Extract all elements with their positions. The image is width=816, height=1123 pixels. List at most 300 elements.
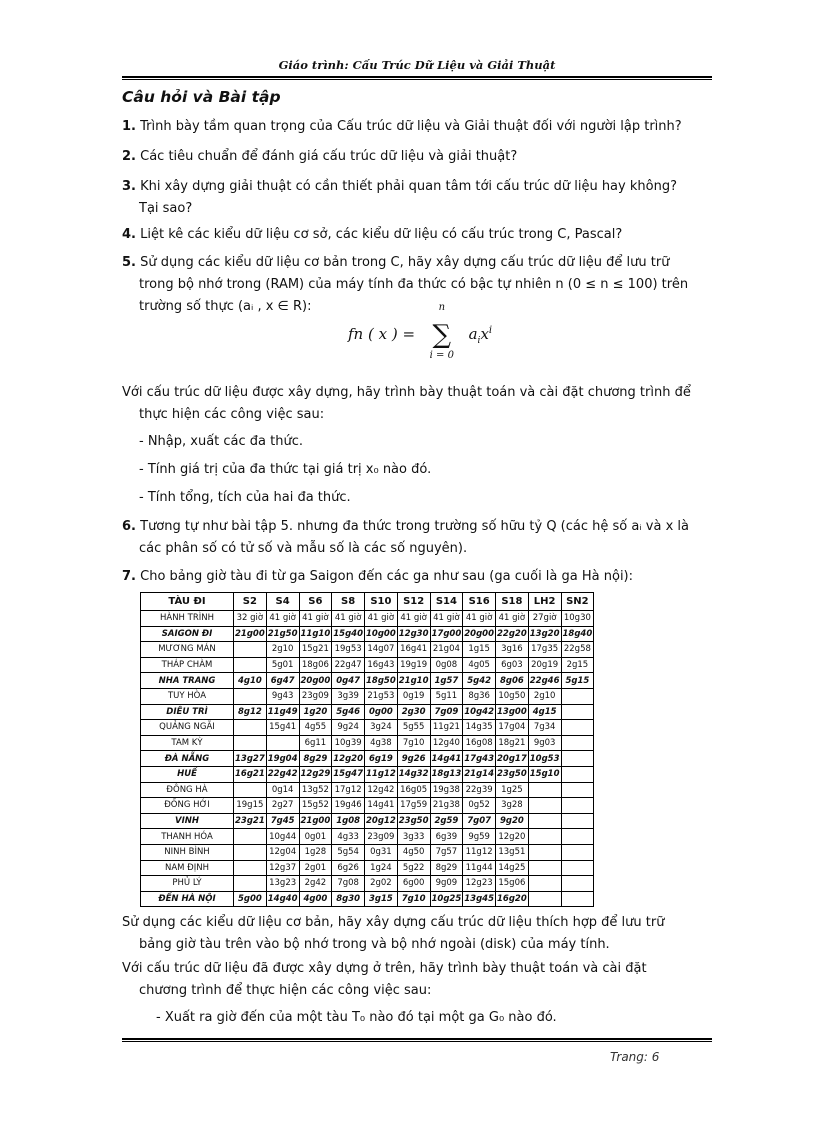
table-cell: 13g45 — [463, 891, 496, 907]
table-cell — [528, 798, 561, 814]
table-cell: 12g04 — [266, 844, 299, 860]
table-cell: 16g43 — [365, 657, 398, 673]
station-name: THÁP CHÀM — [141, 657, 234, 673]
table-cell: 1g24 — [365, 860, 398, 876]
table-cell: 0g01 — [299, 829, 332, 845]
table-cell: 21g50 — [266, 626, 299, 642]
q7-algorithm-instructions — [122, 958, 712, 1002]
table-cell: 4g33 — [332, 829, 365, 845]
table-cell: 4g55 — [299, 720, 332, 736]
table-cell: 0g14 — [266, 782, 299, 798]
table-cell: 5g46 — [332, 704, 365, 720]
table-cell: 13g27 — [234, 751, 267, 767]
table-cell: 20g19 — [528, 657, 561, 673]
table-cell: 15g40 — [332, 626, 365, 642]
column-header: S6 — [299, 593, 332, 611]
table-cell — [561, 798, 594, 814]
table-cell: 15g41 — [266, 720, 299, 736]
table-cell: 14g32 — [397, 766, 430, 782]
table-cell: 12g37 — [266, 860, 299, 876]
table-cell: 23g50 — [397, 813, 430, 829]
table-cell: 5g11 — [430, 688, 463, 704]
table-cell: 19g15 — [234, 798, 267, 814]
para-line: thực hiện các công việc sau: — [139, 407, 325, 422]
table-row — [141, 860, 594, 876]
table-cell: 5g42 — [463, 673, 496, 689]
table-cell: 16g08 — [463, 735, 496, 751]
station-name: NINH BÌNH — [141, 844, 234, 860]
table-cell: 4g38 — [365, 735, 398, 751]
table-row — [141, 642, 594, 658]
table-cell: 1g20 — [299, 704, 332, 720]
table-cell: 10g50 — [496, 688, 529, 704]
table-cell: 21g00 — [234, 626, 267, 642]
table-cell: 10g44 — [266, 829, 299, 845]
question-text: Tương tự như bài tập 5. nhưng đa thức trong trường số hữu tỷ Q (các hệ số aᵢ và x là — [140, 519, 689, 534]
table-cell: 41 giờ — [496, 611, 529, 627]
column-header: TÀU ĐI — [141, 593, 234, 611]
table-cell: 2g30 — [397, 704, 430, 720]
table-cell: 17g59 — [397, 798, 430, 814]
table-cell — [528, 891, 561, 907]
table-cell: 13g51 — [496, 844, 529, 860]
table-cell — [234, 829, 267, 845]
coef: a — [468, 325, 478, 343]
table-cell: 2g10 — [528, 688, 561, 704]
table-cell: 3g28 — [496, 798, 529, 814]
table-cell — [561, 844, 594, 860]
station-name: THANH HÓA — [141, 829, 234, 845]
table-cell — [234, 876, 267, 892]
table-cell: 14g25 — [496, 860, 529, 876]
table-cell — [528, 813, 561, 829]
table-cell: 3g39 — [332, 688, 365, 704]
table-cell: 20g12 — [365, 813, 398, 829]
table-cell: 0g31 — [365, 844, 398, 860]
page-header: Giáo trình: Cấu Trúc Dữ Liệu và Giải Thuật — [278, 58, 556, 72]
table-cell: 19g04 — [266, 751, 299, 767]
table-cell — [234, 720, 267, 736]
table-cell — [561, 766, 594, 782]
table-cell: 5g55 — [397, 720, 430, 736]
var-x: x — [480, 325, 489, 343]
table-cell: 1g08 — [332, 813, 365, 829]
para-line: Với cấu trúc dữ liệu được xây dựng, hãy trình bày thuật toán và cài đặt chương trình để — [122, 385, 691, 400]
table-cell — [266, 735, 299, 751]
table-cell: 12g23 — [463, 876, 496, 892]
question-2 — [122, 146, 712, 168]
table-cell: 41 giờ — [266, 611, 299, 627]
table-cell: 18g13 — [430, 766, 463, 782]
sum-lower: i = 0 — [429, 350, 454, 361]
table-cell: 12g40 — [430, 735, 463, 751]
station-name: HÀNH TRÌNH — [141, 611, 234, 627]
table-cell: 14g41 — [365, 798, 398, 814]
table-cell — [234, 844, 267, 860]
table-row — [141, 688, 594, 704]
table-cell: 10g53 — [528, 751, 561, 767]
table-cell: 11g12 — [463, 844, 496, 860]
table-cell: 9g26 — [397, 751, 430, 767]
table-cell — [561, 813, 594, 829]
table-row — [141, 766, 594, 782]
column-header: S18 — [496, 593, 529, 611]
table-cell: 2g01 — [299, 860, 332, 876]
table-cell: 13g52 — [299, 782, 332, 798]
table-row — [141, 720, 594, 736]
column-header: S10 — [365, 593, 398, 611]
table-cell: 10g30 — [561, 611, 594, 627]
table-cell: 12g42 — [365, 782, 398, 798]
table-cell — [528, 876, 561, 892]
bullet-item: - Xuất ra giờ đến của một tàu T₀ nào đó tại một ga G₀ nào đó. — [156, 1010, 557, 1025]
header-rule — [122, 76, 712, 80]
table-cell: 10g00 — [365, 626, 398, 642]
table-cell: 3g33 — [397, 829, 430, 845]
q5-instructions — [122, 382, 712, 426]
table-cell: 7g07 — [463, 813, 496, 829]
q7-storage-instructions — [122, 912, 712, 956]
table-cell: 9g59 — [463, 829, 496, 845]
table-cell: 41 giờ — [299, 611, 332, 627]
question-number: 7. — [122, 569, 136, 584]
table-cell: 5g01 — [266, 657, 299, 673]
bullet-item: - Tính giá trị của đa thức tại giá trị x₀ nào đó. — [139, 462, 432, 477]
para-line: chương trình để thực hiện các công việc sau: — [139, 983, 432, 998]
table-cell: 9g43 — [266, 688, 299, 704]
table-cell: 5g54 — [332, 844, 365, 860]
table-cell: 3g16 — [496, 642, 529, 658]
table-cell: 0g47 — [332, 673, 365, 689]
table-cell: 7g10 — [397, 891, 430, 907]
column-header: S14 — [430, 593, 463, 611]
table-cell: 1g15 — [463, 642, 496, 658]
table-cell: 2g15 — [561, 657, 594, 673]
column-header: S8 — [332, 593, 365, 611]
formula-lhs: fn ( x ) = — [348, 325, 416, 343]
table-cell: 27giờ — [528, 611, 561, 627]
table-cell: 0g08 — [430, 657, 463, 673]
column-header: S2 — [234, 593, 267, 611]
table-cell: 2g02 — [365, 876, 398, 892]
table-cell: 15g52 — [299, 798, 332, 814]
table-cell: 1g57 — [430, 673, 463, 689]
table-cell: 14g41 — [430, 751, 463, 767]
table-cell: 5g22 — [397, 860, 430, 876]
table-cell: 6g11 — [299, 735, 332, 751]
station-name: VINH — [141, 813, 234, 829]
question-text-cont: Tại sao? — [139, 201, 193, 216]
table-cell: 7g10 — [397, 735, 430, 751]
station-name: ĐẾN HÀ NỘI — [141, 891, 234, 907]
table-cell: 15g47 — [332, 766, 365, 782]
table-cell: 3g24 — [365, 720, 398, 736]
table-cell: 8g29 — [430, 860, 463, 876]
coef-sub: i — [477, 336, 481, 346]
table-cell: 8g30 — [332, 891, 365, 907]
question-4 — [122, 224, 712, 246]
table-cell — [561, 704, 594, 720]
table-cell — [528, 829, 561, 845]
table-cell: 10g25 — [430, 891, 463, 907]
question-number: 4. — [122, 227, 136, 242]
table-row — [141, 657, 594, 673]
bullet-item: - Tính tổng, tích của hai đa thức. — [139, 490, 351, 505]
table-cell: 32 giờ — [234, 611, 267, 627]
table-cell: 18g21 — [496, 735, 529, 751]
table-cell: 13g20 — [528, 626, 561, 642]
table-cell: 5g00 — [234, 891, 267, 907]
table-cell: 19g46 — [332, 798, 365, 814]
table-cell: 16g41 — [397, 642, 430, 658]
question-text: Sử dụng các kiểu dữ liệu cơ bản trong C, hãy xây dựng cấu trúc dữ liệu để lưu trữ — [140, 255, 670, 270]
table-body — [141, 611, 594, 907]
table-cell: 0g52 — [463, 798, 496, 814]
question-7 — [122, 566, 712, 588]
station-name: TAM KỲ — [141, 735, 234, 751]
table-cell: 21g14 — [463, 766, 496, 782]
table-cell — [561, 860, 594, 876]
table-cell: 41 giờ — [463, 611, 496, 627]
question-number: 2. — [122, 149, 136, 164]
table-cell: 1g25 — [496, 782, 529, 798]
table-cell: 4g50 — [397, 844, 430, 860]
table-cell: 11g21 — [430, 720, 463, 736]
table-row — [141, 751, 594, 767]
table-cell: 2g59 — [430, 813, 463, 829]
page-number: Trang: 6 — [610, 1050, 660, 1064]
table-cell: 15g06 — [496, 876, 529, 892]
table-cell: 22g46 — [528, 673, 561, 689]
table-cell: 18g06 — [299, 657, 332, 673]
table-row — [141, 876, 594, 892]
table-cell: 6g03 — [496, 657, 529, 673]
column-header: S16 — [463, 593, 496, 611]
table-cell: 20g17 — [496, 751, 529, 767]
table-cell — [234, 860, 267, 876]
question-1 — [122, 116, 712, 138]
table-cell — [561, 782, 594, 798]
table-cell: 21g00 — [299, 813, 332, 829]
table-cell: 7g57 — [430, 844, 463, 860]
table-cell: 9g09 — [430, 876, 463, 892]
station-name: ĐÀ NẴNG — [141, 751, 234, 767]
table-cell: 21g38 — [430, 798, 463, 814]
column-header: S12 — [397, 593, 430, 611]
question-number: 1. — [122, 119, 136, 134]
table-cell — [234, 642, 267, 658]
table-cell: 22g58 — [561, 642, 594, 658]
table-cell: 41 giờ — [397, 611, 430, 627]
table-cell: 41 giờ — [365, 611, 398, 627]
table-cell: 12g29 — [299, 766, 332, 782]
table-cell: 9g20 — [496, 813, 529, 829]
table-cell: 18g50 — [365, 673, 398, 689]
table-row — [141, 704, 594, 720]
train-schedule-table — [140, 592, 594, 907]
station-name: NHA TRANG — [141, 673, 234, 689]
table-cell: 22g42 — [266, 766, 299, 782]
table-cell: 41 giờ — [430, 611, 463, 627]
table-cell: 7g09 — [430, 704, 463, 720]
station-name: DIÊU TRÌ — [141, 704, 234, 720]
table-cell: 22g20 — [496, 626, 529, 642]
table-cell: 21g10 — [397, 673, 430, 689]
question-text: Các tiêu chuẩn để đánh giá cấu trúc dữ liệu và giải thuật? — [140, 149, 518, 164]
question-3 — [122, 176, 712, 220]
table-cell: 6g39 — [430, 829, 463, 845]
table-cell — [561, 688, 594, 704]
table-row — [141, 813, 594, 829]
table-cell: 17g43 — [463, 751, 496, 767]
table-cell: 5g15 — [561, 673, 594, 689]
table-cell: 7g08 — [332, 876, 365, 892]
question-text: Trình bày tầm quan trọng của Cấu trúc dữ liệu và Giải thuật đối với người lập trình? — [140, 119, 682, 134]
table-cell: 7g34 — [528, 720, 561, 736]
table-cell: 4g10 — [234, 673, 267, 689]
table-cell: 2g10 — [266, 642, 299, 658]
question-text: Cho bảng giờ tàu đi từ ga Saigon đến các ga như sau (ga cuối là ga Hà nội): — [140, 569, 634, 584]
sum-upper: n — [438, 302, 446, 313]
table-cell — [234, 782, 267, 798]
table-row — [141, 844, 594, 860]
table-cell: 22g47 — [332, 657, 365, 673]
table-cell: 20g00 — [299, 673, 332, 689]
table-cell: 1g28 — [299, 844, 332, 860]
table-row — [141, 829, 594, 845]
polynomial-formula — [348, 302, 493, 361]
station-name: TUY HÒA — [141, 688, 234, 704]
question-number: 6. — [122, 519, 136, 534]
table-cell: 17g35 — [528, 642, 561, 658]
table-cell: 4g00 — [299, 891, 332, 907]
table-cell — [561, 829, 594, 845]
table-cell: 11g12 — [365, 766, 398, 782]
question-text-cont: trong bộ nhớ trong (RAM) của máy tính đa thức có bậc tự nhiên n (0 ≤ n ≤ 100) trên — [139, 277, 689, 292]
table-cell: 23g50 — [496, 766, 529, 782]
table-row — [141, 735, 594, 751]
table-cell — [528, 782, 561, 798]
table-row — [141, 673, 594, 689]
table-cell: 15g10 — [528, 766, 561, 782]
table-cell — [528, 860, 561, 876]
station-name: ĐÔNG HÀ — [141, 782, 234, 798]
table-cell — [561, 876, 594, 892]
section-title: Câu hỏi và Bài tập — [122, 88, 281, 106]
station-name: SAIGON ĐI — [141, 626, 234, 642]
table-cell: 4g15 — [528, 704, 561, 720]
table-cell: 17g00 — [430, 626, 463, 642]
table-cell: 16g20 — [496, 891, 529, 907]
table-cell: 22g39 — [463, 782, 496, 798]
column-header: S4 — [266, 593, 299, 611]
table-cell: 21g04 — [430, 642, 463, 658]
table-cell: 23g21 — [234, 813, 267, 829]
table-cell: 8g29 — [299, 751, 332, 767]
question-number: 3. — [122, 179, 136, 194]
table-cell: 6g26 — [332, 860, 365, 876]
para-line: Với cấu trúc dữ liệu đã được xây dựng ở trên, hãy trình bày thuật toán và cài đặt — [122, 961, 647, 976]
table-cell: 11g10 — [299, 626, 332, 642]
table-cell: 21g53 — [365, 688, 398, 704]
table-cell: 14g40 — [266, 891, 299, 907]
table-cell: 6g47 — [266, 673, 299, 689]
column-header: LH2 — [528, 593, 561, 611]
station-name: HUẾ — [141, 766, 234, 782]
table-cell: 16g21 — [234, 766, 267, 782]
sum-sign: ∑ — [432, 320, 452, 350]
question-text: Liệt kê các kiểu dữ liệu cơ sở, các kiểu dữ liệu có cấu trúc trong C, Pascal? — [140, 227, 623, 242]
table-row — [141, 626, 594, 642]
table-cell — [561, 720, 594, 736]
table-header-row — [141, 593, 594, 611]
question-text: Khi xây dựng giải thuật có cần thiết phải quan tâm tới cấu trúc dữ liệu hay không? — [140, 179, 677, 194]
table-cell: 19g53 — [332, 642, 365, 658]
column-header: SN2 — [561, 593, 594, 611]
table-cell — [561, 891, 594, 907]
table-cell: 13g00 — [496, 704, 529, 720]
table-cell: 20g00 — [463, 626, 496, 642]
table-cell: 0g00 — [365, 704, 398, 720]
table-cell — [234, 657, 267, 673]
table-cell: 23g09 — [299, 688, 332, 704]
question-text-cont: trường số thực (aᵢ , x ∈ R): — [139, 299, 312, 314]
table-cell: 23g09 — [365, 829, 398, 845]
table-cell — [561, 735, 594, 751]
table-cell: 10g42 — [463, 704, 496, 720]
table-row — [141, 798, 594, 814]
table-cell — [561, 751, 594, 767]
table-cell: 8g12 — [234, 704, 267, 720]
table-cell: 19g19 — [397, 657, 430, 673]
table-cell: 13g23 — [266, 876, 299, 892]
table-cell: 3g15 — [365, 891, 398, 907]
station-name: NAM ĐỊNH — [141, 860, 234, 876]
table-cell: 6g19 — [365, 751, 398, 767]
table-cell — [528, 844, 561, 860]
station-name: MƯƠNG MÁN — [141, 642, 234, 658]
para-line: Sử dụng các kiểu dữ liệu cơ bản, hãy xây dựng cấu trúc dữ liệu thích hợp để lưu trữ — [122, 915, 665, 930]
table-cell: 4g05 — [463, 657, 496, 673]
table-cell: 18g40 — [561, 626, 594, 642]
table-cell: 8g06 — [496, 673, 529, 689]
station-name: ĐỒNG HỚI — [141, 798, 234, 814]
table-cell: 0g19 — [397, 688, 430, 704]
station-name: PHỦ LÝ — [141, 876, 234, 892]
table-cell: 2g42 — [299, 876, 332, 892]
table-cell: 41 giờ — [332, 611, 365, 627]
question-6 — [122, 516, 712, 560]
table-cell: 19g38 — [430, 782, 463, 798]
station-name: QUẢNG NGÃI — [141, 720, 234, 736]
table-cell: 16g05 — [397, 782, 430, 798]
table-cell: 12g20 — [496, 829, 529, 845]
table-cell: 15g21 — [299, 642, 332, 658]
para-line: bảng giờ tàu trên vào bộ nhớ trong và bộ nhớ ngoài (disk) của máy tính. — [139, 937, 610, 952]
table-cell: 12g20 — [332, 751, 365, 767]
table-row — [141, 611, 594, 627]
power: i — [488, 325, 493, 336]
table-cell: 6g00 — [397, 876, 430, 892]
table-cell: 11g49 — [266, 704, 299, 720]
table-cell: 17g12 — [332, 782, 365, 798]
table-cell: 17g04 — [496, 720, 529, 736]
table-cell: 14g35 — [463, 720, 496, 736]
table-cell: 11g44 — [463, 860, 496, 876]
table-row — [141, 782, 594, 798]
table-cell — [234, 735, 267, 751]
question-5 — [122, 252, 712, 318]
